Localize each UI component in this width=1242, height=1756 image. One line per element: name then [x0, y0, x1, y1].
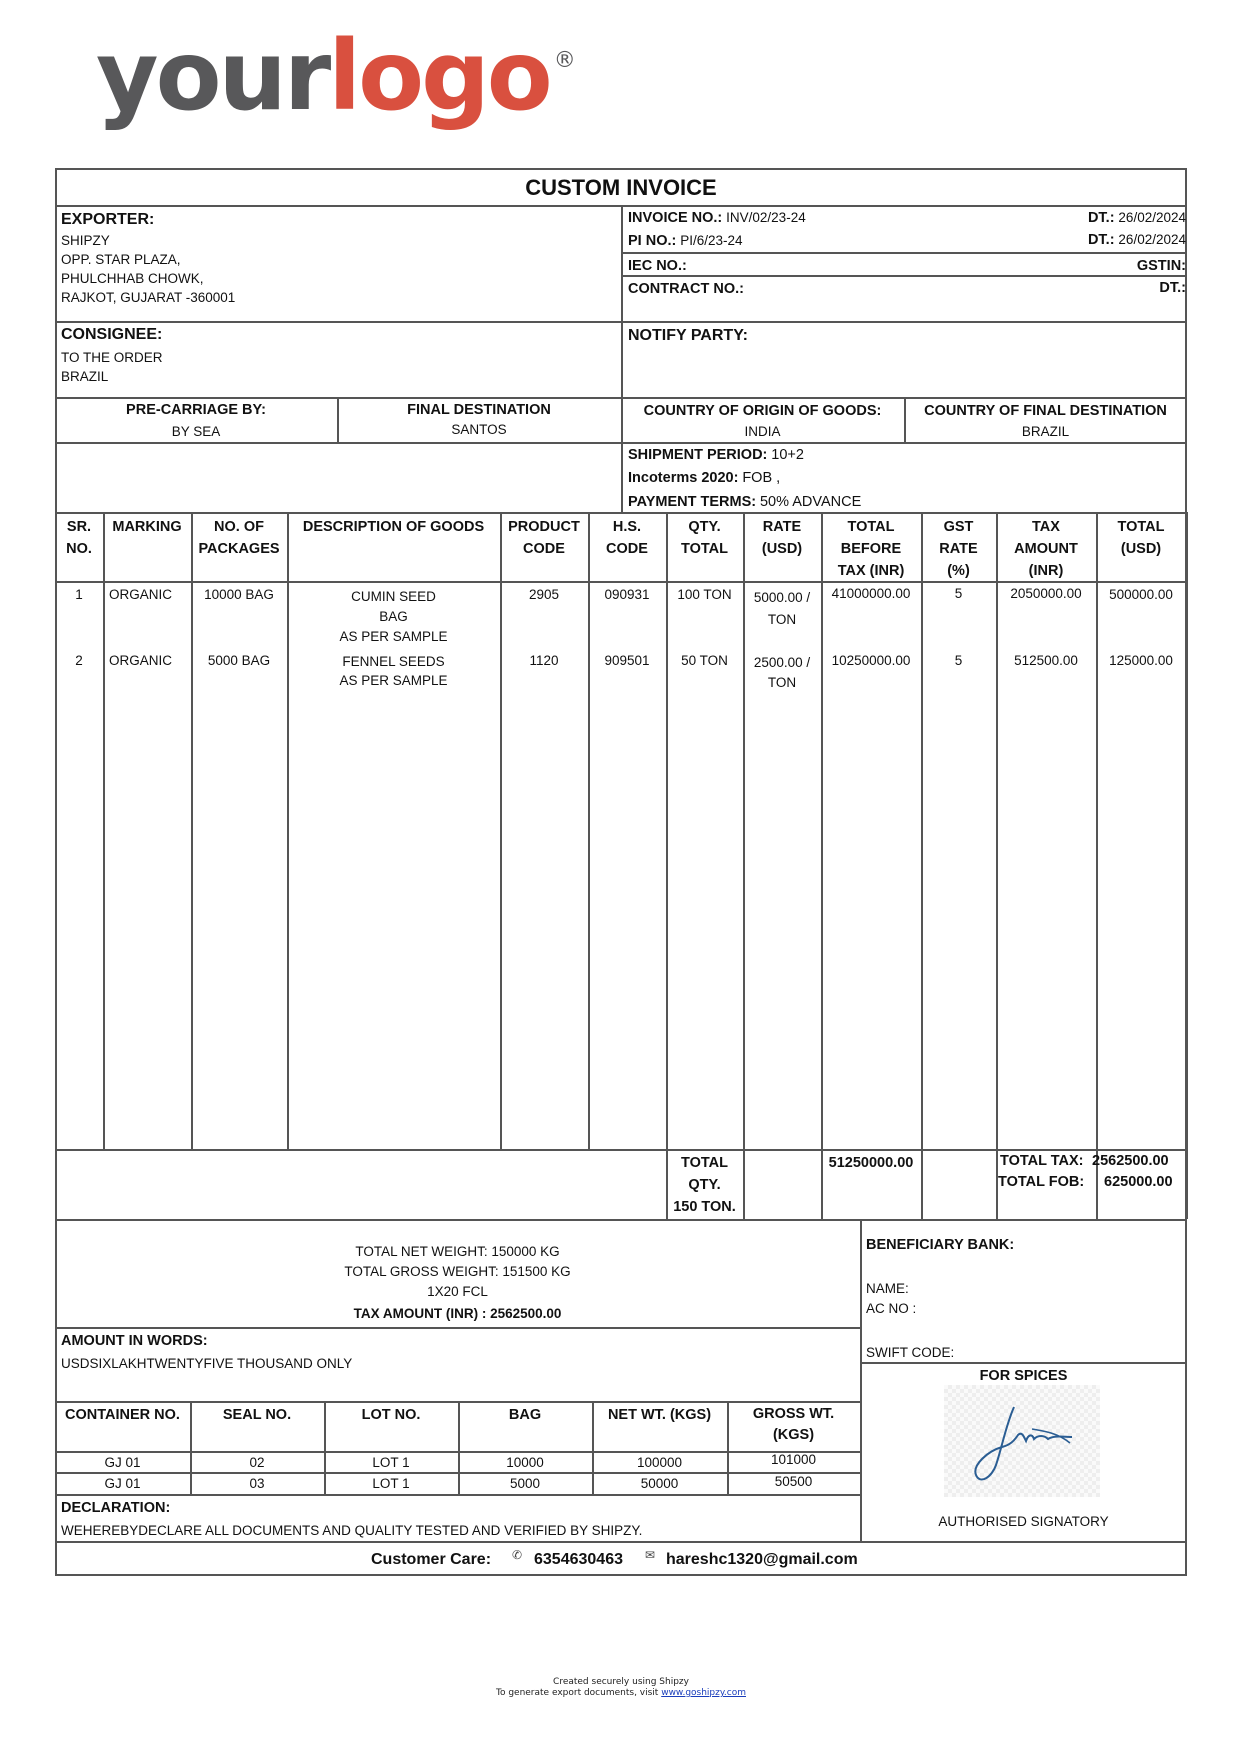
- final-country-label: COUNTRY OF FINAL DESTINATION: [924, 403, 1167, 419]
- customer-care-phone[interactable]: 6354630463: [534, 1551, 623, 1568]
- col-header-hs-code: H.S. CODE: [606, 519, 648, 557]
- exporter-label: EXPORTER:: [61, 211, 155, 228]
- container-col-header: CONTAINER NO.: [65, 1407, 180, 1423]
- for-company-label: FOR SPICES: [979, 1368, 1068, 1384]
- col-header-tax-amount: TAX AMOUNT (INR): [1014, 519, 1078, 579]
- declaration-text: WEHEREBYDECLARE ALL DOCUMENTS AND QUALITY TESTED AND VERIFIED BY SHIPZY.: [61, 1523, 643, 1538]
- total-gross-weight: TOTAL GROSS WEIGHT: 151500 KG: [344, 1264, 571, 1279]
- footer-visit: To generate export documents, visit www.goshipzy.com: [495, 1688, 746, 1698]
- gross-wt-col-header: GROSS WT. (KGS): [752, 1406, 835, 1443]
- seal-col-header: SEAL NO.: [222, 1407, 292, 1423]
- contract-date-label: DT.:: [1159, 280, 1186, 296]
- mail-icon: ✉: [645, 1548, 656, 1562]
- exporter-name: SHIPZY: [61, 233, 110, 248]
- bank-account-label: AC NO :: [866, 1301, 917, 1316]
- phone-icon: ✆: [512, 1548, 523, 1562]
- net-wt-col-header: NET WT. (KGS): [607, 1407, 712, 1423]
- col-header-total-usd: TOTAL (USD): [1117, 519, 1165, 557]
- bank-name-label: NAME:: [866, 1281, 909, 1296]
- pre-carriage-value: BY SEA: [171, 424, 221, 439]
- consignee-line: BRAZIL: [61, 369, 109, 384]
- total-fob-value: 625000.00: [1104, 1174, 1173, 1190]
- payment-terms: PAYMENT TERMS: 50% ADVANCE: [628, 494, 862, 510]
- final-country-value: BRAZIL: [1021, 424, 1070, 439]
- col-header-description: DESCRIPTION OF GOODS: [302, 519, 485, 535]
- document-title: CUSTOM INVOICE: [525, 175, 717, 200]
- final-destination-value: SANTOS: [451, 422, 507, 437]
- col-header-product-code: PRODUCT CODE: [508, 519, 580, 557]
- iec-label: IEC NO.:: [628, 258, 687, 274]
- final-destination-label: FINAL DESTINATION: [407, 402, 551, 418]
- amount-in-words-label: AMOUNT IN WORDS:: [61, 1333, 208, 1349]
- total-tax-label: TOTAL TAX:: [1000, 1153, 1084, 1169]
- company-logo: yourlogo ®: [96, 20, 576, 132]
- total-qty: TOTAL QTY. 150 TON.: [673, 1155, 736, 1215]
- consignee-label: CONSIGNEE:: [61, 326, 163, 343]
- origin-country-value: INDIA: [744, 424, 781, 439]
- invoice-number: INVOICE NO.: INV/02/23-24: [628, 210, 806, 226]
- beneficiary-bank-label: BENEFICIARY BANK:: [866, 1237, 1015, 1253]
- amount-in-words-value: USDSIXLAKHTWENTYFIVE THOUSAND ONLY: [61, 1356, 353, 1371]
- signature-image: [944, 1385, 1100, 1497]
- shipment-period: SHIPMENT PERIOD: 10+2: [628, 447, 804, 463]
- total-net-weight: TOTAL NET WEIGHT: 150000 KG: [355, 1244, 560, 1259]
- footer-link[interactable]: www.goshipzy.com: [661, 1688, 746, 1698]
- exporter-address-line: RAJKOT, GUJARAT -360001: [61, 290, 236, 305]
- gstin-label: GSTIN:: [1136, 258, 1186, 274]
- pi-number: PI NO.: PI/6/23-24: [628, 233, 743, 249]
- contract-label: CONTRACT NO.:: [628, 281, 744, 297]
- container-type: 1X20 FCL: [427, 1284, 488, 1299]
- total-fob-label: TOTAL FOB:: [998, 1174, 1085, 1190]
- exporter-address-line: PHULCHHAB CHOWK,: [61, 271, 204, 286]
- total-before-tax: 51250000.00: [828, 1155, 914, 1171]
- customer-care-email[interactable]: hareshc1320@gmail.com: [666, 1551, 858, 1568]
- invoice-date: DT.: 26/02/2024: [1087, 210, 1186, 226]
- swift-code-label: SWIFT CODE:: [866, 1345, 955, 1360]
- col-header-qty: QTY. TOTAL: [681, 519, 728, 557]
- origin-country-label: COUNTRY OF ORIGIN OF GOODS:: [643, 403, 882, 419]
- authorised-signatory-label: AUTHORISED SIGNATORY: [938, 1514, 1109, 1529]
- col-header-sr: SR. NO.: [66, 519, 92, 557]
- declaration-label: DECLARATION:: [61, 1500, 171, 1516]
- exporter-address-line: OPP. STAR PLAZA,: [61, 252, 181, 267]
- consignee-line: TO THE ORDER: [61, 350, 163, 365]
- tax-amount-summary: TAX AMOUNT (INR) : 2562500.00: [353, 1306, 562, 1321]
- signature-icon: [944, 1385, 1100, 1497]
- customer-care-label: Customer Care:: [371, 1551, 492, 1568]
- pre-carriage-label: PRE-CARRIAGE BY:: [126, 402, 266, 418]
- col-header-gst-rate: GST RATE (%): [939, 519, 978, 579]
- col-header-rate: RATE (USD): [761, 519, 803, 557]
- col-header-packages: NO. OF PACKAGES: [198, 519, 280, 557]
- pi-date: DT.: 26/02/2024: [1087, 232, 1186, 248]
- col-header-total-before-tax: TOTAL BEFORE TAX (INR): [837, 519, 905, 579]
- lot-col-header: LOT NO.: [361, 1407, 421, 1423]
- bag-col-header: BAG: [508, 1407, 542, 1423]
- footer-created-by: Created securely using Shipzy: [553, 1677, 689, 1687]
- notify-party-label: NOTIFY PARTY:: [628, 327, 748, 344]
- incoterms: Incoterms 2020: FOB ,: [628, 470, 781, 486]
- col-header-marking: MARKING: [112, 519, 182, 535]
- total-tax-value: 2562500.00: [1092, 1153, 1169, 1169]
